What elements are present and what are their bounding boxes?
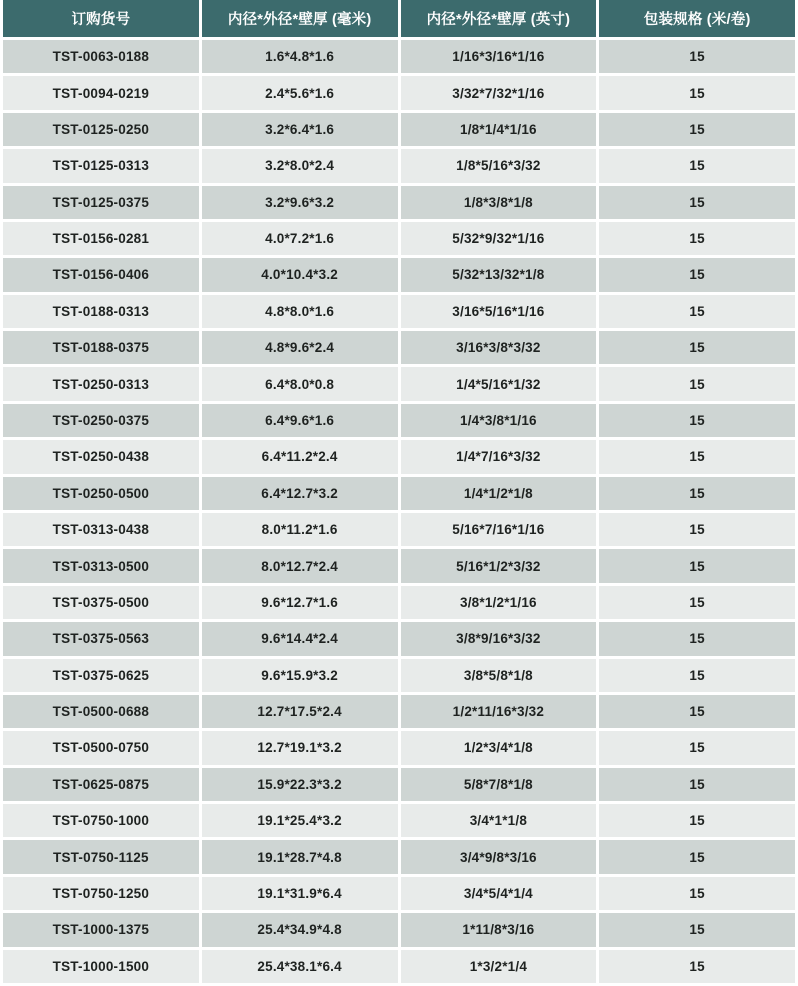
- cell-size_mm: 19.1*31.9*6.4: [202, 877, 398, 910]
- cell-pack_spec: 15: [599, 186, 795, 219]
- cell-pack_spec: 15: [599, 840, 795, 873]
- cell-pack_spec: 15: [599, 513, 795, 546]
- cell-size_mm: 8.0*12.7*2.4: [202, 549, 398, 582]
- cell-order_code: TST-0375-0500: [3, 586, 199, 619]
- cell-size_inch: 1/2*11/16*3/32: [401, 695, 597, 728]
- cell-size_mm: 12.7*19.1*3.2: [202, 731, 398, 764]
- cell-order_code: TST-1000-1500: [3, 950, 199, 983]
- cell-order_code: TST-0063-0188: [3, 40, 199, 73]
- column-header-order_code: 订购货号: [3, 0, 199, 37]
- cell-size_inch: 5/32*13/32*1/8: [401, 258, 597, 291]
- cell-order_code: TST-0250-0313: [3, 367, 199, 400]
- column-header-pack_spec: 包装规格 (米/卷): [599, 0, 795, 37]
- cell-size_mm: 4.8*8.0*1.6: [202, 295, 398, 328]
- cell-pack_spec: 15: [599, 113, 795, 146]
- cell-order_code: TST-0188-0375: [3, 331, 199, 364]
- cell-order_code: TST-0125-0250: [3, 113, 199, 146]
- cell-pack_spec: 15: [599, 295, 795, 328]
- cell-pack_spec: 15: [599, 222, 795, 255]
- cell-order_code: TST-0625-0875: [3, 768, 199, 801]
- cell-size_mm: 3.2*6.4*1.6: [202, 113, 398, 146]
- cell-size_inch: 1/4*5/16*1/32: [401, 367, 597, 400]
- cell-size_inch: 3/4*9/8*3/16: [401, 840, 597, 873]
- cell-size_inch: 3/16*3/8*3/32: [401, 331, 597, 364]
- cell-order_code: TST-0500-0750: [3, 731, 199, 764]
- cell-size_inch: 1/4*1/2*1/8: [401, 477, 597, 510]
- cell-size_mm: 9.6*14.4*2.4: [202, 622, 398, 655]
- cell-size_inch: 3/8*9/16*3/32: [401, 622, 597, 655]
- cell-size_mm: 1.6*4.8*1.6: [202, 40, 398, 73]
- cell-order_code: TST-0094-0219: [3, 76, 199, 109]
- cell-pack_spec: 15: [599, 404, 795, 437]
- cell-size_inch: 1/8*1/4*1/16: [401, 113, 597, 146]
- column-header-size_inch: 内径*外径*壁厚 (英寸): [401, 0, 597, 37]
- cell-order_code: TST-0750-1125: [3, 840, 199, 873]
- cell-size_inch: 3/16*5/16*1/16: [401, 295, 597, 328]
- cell-pack_spec: 15: [599, 877, 795, 910]
- cell-size_mm: 19.1*25.4*3.2: [202, 804, 398, 837]
- cell-size_inch: 5/32*9/32*1/16: [401, 222, 597, 255]
- cell-size_mm: 9.6*12.7*1.6: [202, 586, 398, 619]
- cell-order_code: TST-0375-0625: [3, 659, 199, 692]
- cell-order_code: TST-0125-0375: [3, 186, 199, 219]
- cell-size_inch: 3/8*5/8*1/8: [401, 659, 597, 692]
- cell-order_code: TST-0375-0563: [3, 622, 199, 655]
- cell-pack_spec: 15: [599, 622, 795, 655]
- cell-pack_spec: 15: [599, 950, 795, 983]
- cell-pack_spec: 15: [599, 440, 795, 473]
- cell-pack_spec: 15: [599, 804, 795, 837]
- cell-size_mm: 8.0*11.2*1.6: [202, 513, 398, 546]
- cell-pack_spec: 15: [599, 731, 795, 764]
- cell-size_mm: 19.1*28.7*4.8: [202, 840, 398, 873]
- cell-size_mm: 25.4*38.1*6.4: [202, 950, 398, 983]
- cell-order_code: TST-0156-0281: [3, 222, 199, 255]
- cell-size_mm: 12.7*17.5*2.4: [202, 695, 398, 728]
- cell-size_mm: 6.4*9.6*1.6: [202, 404, 398, 437]
- cell-order_code: TST-0313-0500: [3, 549, 199, 582]
- cell-size_inch: 3/4*5/4*1/4: [401, 877, 597, 910]
- cell-size_inch: 5/16*7/16*1/16: [401, 513, 597, 546]
- cell-pack_spec: 15: [599, 768, 795, 801]
- cell-pack_spec: 15: [599, 40, 795, 73]
- cell-order_code: TST-0125-0313: [3, 149, 199, 182]
- cell-order_code: TST-0188-0313: [3, 295, 199, 328]
- cell-size_mm: 4.0*7.2*1.6: [202, 222, 398, 255]
- cell-size_inch: 3/4*1*1/8: [401, 804, 597, 837]
- cell-size_mm: 3.2*9.6*3.2: [202, 186, 398, 219]
- cell-pack_spec: 15: [599, 367, 795, 400]
- cell-pack_spec: 15: [599, 477, 795, 510]
- cell-order_code: TST-0250-0438: [3, 440, 199, 473]
- cell-order_code: TST-0500-0688: [3, 695, 199, 728]
- cell-pack_spec: 15: [599, 659, 795, 692]
- cell-size_inch: 1*3/2*1/4: [401, 950, 597, 983]
- cell-pack_spec: 15: [599, 331, 795, 364]
- cell-size_mm: 2.4*5.6*1.6: [202, 76, 398, 109]
- cell-pack_spec: 15: [599, 586, 795, 619]
- cell-size_mm: 25.4*34.9*4.8: [202, 913, 398, 946]
- cell-size_inch: 1*11/8*3/16: [401, 913, 597, 946]
- cell-size_inch: 3/32*7/32*1/16: [401, 76, 597, 109]
- cell-order_code: TST-0313-0438: [3, 513, 199, 546]
- cell-size_mm: 6.4*8.0*0.8: [202, 367, 398, 400]
- cell-size_mm: 3.2*8.0*2.4: [202, 149, 398, 182]
- cell-pack_spec: 15: [599, 149, 795, 182]
- cell-order_code: TST-0750-1000: [3, 804, 199, 837]
- cell-order_code: TST-0750-1250: [3, 877, 199, 910]
- cell-size_inch: 5/16*1/2*3/32: [401, 549, 597, 582]
- cell-order_code: TST-0250-0500: [3, 477, 199, 510]
- cell-pack_spec: 15: [599, 913, 795, 946]
- cell-pack_spec: 15: [599, 549, 795, 582]
- cell-pack_spec: 15: [599, 76, 795, 109]
- cell-size_mm: 6.4*11.2*2.4: [202, 440, 398, 473]
- cell-order_code: TST-1000-1375: [3, 913, 199, 946]
- cell-pack_spec: 15: [599, 258, 795, 291]
- cell-size_inch: 5/8*7/8*1/8: [401, 768, 597, 801]
- cell-order_code: TST-0156-0406: [3, 258, 199, 291]
- cell-size_inch: 1/8*3/8*1/8: [401, 186, 597, 219]
- cell-size_inch: 1/8*5/16*3/32: [401, 149, 597, 182]
- cell-pack_spec: 15: [599, 695, 795, 728]
- column-header-size_mm: 内径*外径*壁厚 (毫米): [202, 0, 398, 37]
- cell-size_mm: 9.6*15.9*3.2: [202, 659, 398, 692]
- cell-size_mm: 4.0*10.4*3.2: [202, 258, 398, 291]
- cell-size_inch: 1/2*3/4*1/8: [401, 731, 597, 764]
- cell-size_mm: 4.8*9.6*2.4: [202, 331, 398, 364]
- cell-size_inch: 1/16*3/16*1/16: [401, 40, 597, 73]
- cell-size_mm: 6.4*12.7*3.2: [202, 477, 398, 510]
- cell-size_mm: 15.9*22.3*3.2: [202, 768, 398, 801]
- cell-order_code: TST-0250-0375: [3, 404, 199, 437]
- cell-size_inch: 3/8*1/2*1/16: [401, 586, 597, 619]
- cell-size_inch: 1/4*3/8*1/16: [401, 404, 597, 437]
- cell-size_inch: 1/4*7/16*3/32: [401, 440, 597, 473]
